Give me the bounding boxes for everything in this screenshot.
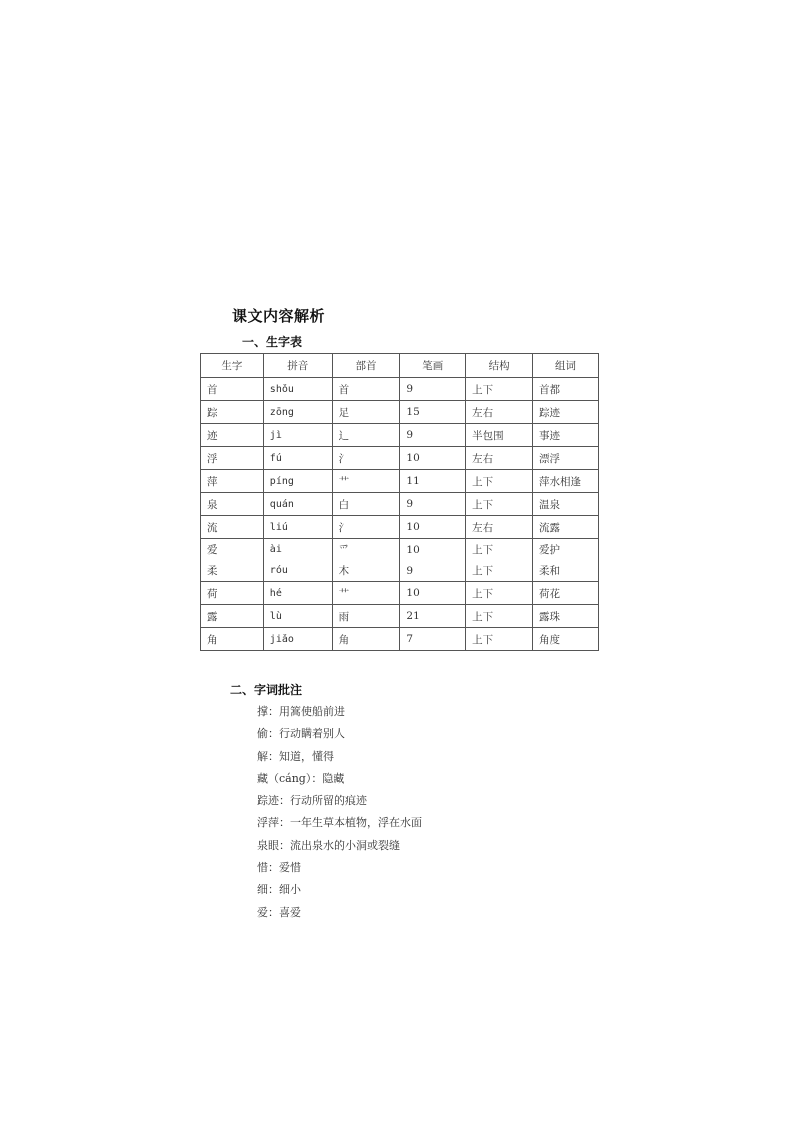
list-item: 泉眼：流出泉水的小洞或裂缝 bbox=[257, 838, 400, 852]
cell-radical: 艹 bbox=[332, 582, 400, 605]
cell-radical: 角 bbox=[332, 628, 400, 651]
cell-pinyin: jì bbox=[263, 424, 332, 447]
cell-structure: 上下 bbox=[466, 539, 533, 561]
table-row bbox=[201, 470, 599, 493]
section-heading-annotations: 二、字词批注 bbox=[230, 683, 303, 697]
cell-structure: 左右 bbox=[466, 401, 533, 424]
cell-char: 萍 bbox=[201, 470, 264, 493]
cell-char: 柔 bbox=[201, 560, 264, 582]
cell-radical: 雨 bbox=[332, 605, 400, 628]
cell-structure: 上下 bbox=[466, 628, 533, 651]
list-item: 浮萍：一年生草本植物，浮在水面 bbox=[257, 816, 422, 830]
cell-words: 踪迹 bbox=[533, 401, 599, 424]
cell-radical: 白 bbox=[332, 493, 400, 516]
header-pinyin: 拼音 bbox=[263, 354, 332, 378]
cell-radical: 氵 bbox=[332, 447, 400, 470]
header-radical: 部首 bbox=[332, 354, 400, 378]
list-item: 偷：行动瞒着别人 bbox=[257, 727, 345, 741]
header-strokes: 笔画 bbox=[400, 354, 466, 378]
cell-pinyin: liú bbox=[263, 516, 332, 539]
cell-pinyin: quán bbox=[263, 493, 332, 516]
cell-strokes: 9 bbox=[400, 378, 466, 401]
table-row bbox=[201, 447, 599, 470]
cell-structure: 左右 bbox=[466, 516, 533, 539]
cell-strokes: 10 bbox=[400, 447, 466, 470]
table-row bbox=[201, 493, 599, 516]
cell-words: 柔和 bbox=[533, 560, 599, 582]
cell-strokes: 10 bbox=[400, 582, 466, 605]
cell-strokes: 9 bbox=[400, 493, 466, 516]
cell-structure: 上下 bbox=[466, 560, 533, 582]
header-words: 组词 bbox=[533, 354, 599, 378]
cell-structure: 上下 bbox=[466, 470, 533, 493]
list-item: 藏（cáng）：隐藏 bbox=[257, 771, 345, 785]
cell-strokes: 10 bbox=[400, 539, 466, 561]
cell-structure: 半包围 bbox=[466, 424, 533, 447]
cell-strokes: 9 bbox=[400, 560, 466, 582]
list-item: 解：知道，懂得 bbox=[257, 749, 334, 763]
cell-char: 露 bbox=[201, 605, 264, 628]
cell-words: 首都 bbox=[533, 378, 599, 401]
cell-words: 荷花 bbox=[533, 582, 599, 605]
cell-radical: 木 bbox=[332, 560, 400, 582]
cell-strokes: 11 bbox=[400, 470, 466, 493]
table-row bbox=[201, 539, 599, 561]
cell-pinyin: fú bbox=[263, 447, 332, 470]
cell-structure: 上下 bbox=[466, 493, 533, 516]
cell-strokes: 15 bbox=[400, 401, 466, 424]
page-title: 课文内容解析 bbox=[232, 307, 326, 325]
cell-strokes: 7 bbox=[400, 628, 466, 651]
table-row bbox=[201, 378, 599, 401]
table-row bbox=[201, 516, 599, 539]
cell-char: 迹 bbox=[201, 424, 264, 447]
cell-radical: 艹 bbox=[332, 470, 400, 493]
cell-structure: 上下 bbox=[466, 378, 533, 401]
table-row bbox=[201, 401, 599, 424]
annotation-list bbox=[257, 701, 422, 924]
cell-words: 角度 bbox=[533, 628, 599, 651]
cell-radical: 首 bbox=[332, 378, 400, 401]
cell-words: 温泉 bbox=[533, 493, 599, 516]
cell-words: 事迹 bbox=[533, 424, 599, 447]
list-item: 踪迹：行动所留的痕迹 bbox=[257, 794, 367, 808]
table-row bbox=[201, 582, 599, 605]
cell-structure: 左右 bbox=[466, 447, 533, 470]
section-heading-vocab-table: 一、生字表 bbox=[242, 335, 303, 349]
vocab-table bbox=[200, 353, 599, 651]
cell-char: 荷 bbox=[201, 582, 264, 605]
table-row bbox=[201, 628, 599, 651]
list-item: 惜：爱惜 bbox=[257, 861, 301, 875]
cell-pinyin: píng bbox=[263, 470, 332, 493]
cell-words: 漂浮 bbox=[533, 447, 599, 470]
cell-strokes: 10 bbox=[400, 516, 466, 539]
cell-pinyin: jiǎo bbox=[263, 628, 332, 651]
cell-pinyin: lù bbox=[263, 605, 332, 628]
list-item: 撑：用篙使船前进 bbox=[257, 705, 345, 718]
cell-radical: 氵 bbox=[332, 516, 400, 539]
cell-char: 浮 bbox=[201, 447, 264, 470]
cell-char: 泉 bbox=[201, 493, 264, 516]
cell-words: 流露 bbox=[533, 516, 599, 539]
cell-char: 流 bbox=[201, 516, 264, 539]
cell-char: 首 bbox=[201, 378, 264, 401]
cell-char: 角 bbox=[201, 628, 264, 651]
table-row bbox=[201, 560, 599, 582]
table-row bbox=[201, 605, 599, 628]
list-item: 细：细小 bbox=[257, 883, 301, 897]
cell-strokes: 21 bbox=[400, 605, 466, 628]
cell-pinyin: róu bbox=[263, 560, 332, 582]
header-structure: 结构 bbox=[466, 354, 533, 378]
cell-strokes: 9 bbox=[400, 424, 466, 447]
table-row bbox=[201, 424, 599, 447]
cell-words: 萍水相逢 bbox=[533, 470, 599, 493]
cell-pinyin: hé bbox=[263, 582, 332, 605]
table-header-row bbox=[201, 354, 599, 378]
cell-radical: 足 bbox=[332, 401, 400, 424]
cell-structure: 上下 bbox=[466, 582, 533, 605]
cell-char: 爱 bbox=[201, 539, 264, 561]
cell-pinyin: zōng bbox=[263, 401, 332, 424]
header-char: 生字 bbox=[201, 354, 264, 378]
cell-words: 爱护 bbox=[533, 539, 599, 561]
cell-radical: 爫 bbox=[332, 539, 400, 561]
cell-structure: 上下 bbox=[466, 605, 533, 628]
cell-words: 露珠 bbox=[533, 605, 599, 628]
list-item: 爱：喜爱 bbox=[257, 905, 301, 919]
cell-radical: 辶 bbox=[332, 424, 400, 447]
cell-char: 踪 bbox=[201, 401, 264, 424]
cell-pinyin: shǒu bbox=[263, 378, 332, 401]
cell-pinyin: ài bbox=[263, 539, 332, 561]
